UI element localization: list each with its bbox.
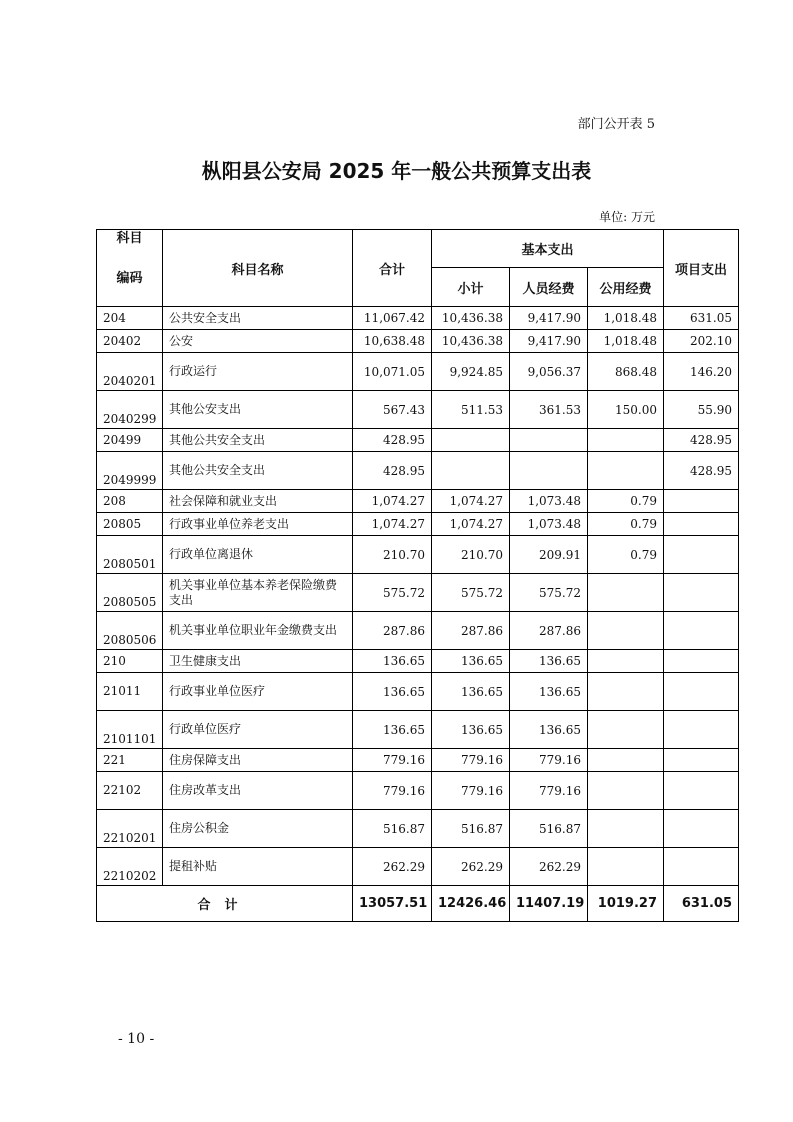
subtotal-header: 小计	[432, 268, 510, 307]
row-total: 136.65	[353, 673, 432, 711]
row-public: 1,018.48	[588, 330, 664, 353]
row-code: 204	[97, 307, 163, 330]
row-personnel	[510, 452, 588, 490]
table-row	[97, 612, 739, 650]
row-code: 208	[97, 490, 163, 513]
row-project: 428.95	[664, 452, 739, 490]
row-total: 1,074.27	[353, 513, 432, 536]
row-code: 2040299	[97, 391, 163, 429]
total-row	[97, 886, 739, 922]
page-title: 枞阳县公安局 2025 年一般公共预算支出表	[201, 159, 592, 183]
row-public: 1,018.48	[588, 307, 664, 330]
row-code: 210	[97, 650, 163, 673]
row-subtotal: 210.70	[432, 536, 510, 574]
row-personnel: 9,056.37	[510, 353, 588, 391]
row-public	[588, 429, 664, 452]
table-row	[97, 391, 739, 429]
row-subtotal: 262.29	[432, 848, 510, 886]
row-subtotal: 136.65	[432, 711, 510, 749]
code-header-top: 科目	[116, 231, 143, 246]
row-total: 567.43	[353, 391, 432, 429]
row-project	[664, 673, 739, 711]
budget-table	[96, 229, 739, 922]
row-subtotal	[432, 452, 510, 490]
row-code: 21011	[97, 673, 163, 711]
row-public: 868.48	[588, 353, 664, 391]
row-subtotal: 779.16	[432, 749, 510, 772]
row-project	[664, 749, 739, 772]
row-code: 2080501	[97, 536, 163, 574]
total-row-project: 631.05	[664, 886, 739, 922]
row-project	[664, 574, 739, 612]
row-total: 11,067.42	[353, 307, 432, 330]
row-name: 其他公安支出	[163, 391, 353, 429]
row-total: 10,071.05	[353, 353, 432, 391]
table-row	[97, 673, 739, 711]
row-personnel: 287.86	[510, 612, 588, 650]
total-row-public: 1019.27	[588, 886, 664, 922]
total-header: 合计	[353, 230, 432, 307]
row-code: 2080505	[97, 574, 163, 612]
row-code: 2210202	[97, 848, 163, 886]
row-total: 779.16	[353, 772, 432, 810]
row-public	[588, 673, 664, 711]
row-total: 516.87	[353, 810, 432, 848]
row-subtotal	[432, 429, 510, 452]
row-project	[664, 536, 739, 574]
table-row	[97, 452, 739, 490]
row-code: 2049999	[97, 452, 163, 490]
row-subtotal: 779.16	[432, 772, 510, 810]
table-row	[97, 650, 739, 673]
row-name: 住房公积金	[163, 810, 353, 848]
table-row	[97, 513, 739, 536]
row-project: 428.95	[664, 429, 739, 452]
basic-header: 基本支出	[432, 230, 664, 268]
row-total: 136.65	[353, 650, 432, 673]
row-name: 卫生健康支出	[163, 650, 353, 673]
row-public: 0.79	[588, 490, 664, 513]
row-project: 55.90	[664, 391, 739, 429]
row-name: 提租补贴	[163, 848, 353, 886]
row-name: 行政事业单位医疗	[163, 673, 353, 711]
row-public	[588, 848, 664, 886]
row-project	[664, 711, 739, 749]
row-personnel	[510, 429, 588, 452]
row-personnel: 9,417.90	[510, 330, 588, 353]
public-header: 公用经费	[588, 268, 664, 307]
code-header	[97, 230, 163, 307]
doc-label: 部门公开表 5	[577, 117, 655, 132]
name-header: 科目名称	[163, 230, 353, 307]
code-header-bottom: 编码	[116, 271, 143, 286]
row-total: 210.70	[353, 536, 432, 574]
row-name: 行政单位离退休	[163, 536, 353, 574]
row-project: 146.20	[664, 353, 739, 391]
row-subtotal: 1,074.27	[432, 490, 510, 513]
table-row	[97, 810, 739, 848]
row-name: 行政事业单位养老支出	[163, 513, 353, 536]
row-total: 428.95	[353, 429, 432, 452]
row-code: 20402	[97, 330, 163, 353]
row-personnel: 575.72	[510, 574, 588, 612]
row-personnel: 1,073.48	[510, 490, 588, 513]
row-name: 社会保障和就业支出	[163, 490, 353, 513]
row-public	[588, 452, 664, 490]
row-public: 0.79	[588, 536, 664, 574]
row-name: 行政单位医疗	[163, 711, 353, 749]
total-row-subtotal: 12426.46	[432, 886, 510, 922]
row-total: 287.86	[353, 612, 432, 650]
row-name: 机关事业单位基本养老保险缴费支出	[163, 574, 353, 612]
row-total: 779.16	[353, 749, 432, 772]
row-total: 136.65	[353, 711, 432, 749]
row-public	[588, 711, 664, 749]
table-row	[97, 772, 739, 810]
row-subtotal: 136.65	[432, 673, 510, 711]
row-name: 其他公共安全支出	[163, 452, 353, 490]
row-subtotal: 516.87	[432, 810, 510, 848]
table-row	[97, 307, 739, 330]
row-personnel: 779.16	[510, 749, 588, 772]
row-code: 20805	[97, 513, 163, 536]
personnel-header: 人员经费	[510, 268, 588, 307]
row-personnel: 209.91	[510, 536, 588, 574]
row-code: 221	[97, 749, 163, 772]
table-row	[97, 429, 739, 452]
row-personnel: 9,417.90	[510, 307, 588, 330]
total-row-personnel: 11407.19	[510, 886, 588, 922]
row-project	[664, 490, 739, 513]
row-public: 0.79	[588, 513, 664, 536]
table-row	[97, 749, 739, 772]
total-row-label: 合计	[97, 886, 353, 922]
row-project	[664, 650, 739, 673]
row-total: 10,638.48	[353, 330, 432, 353]
row-name: 公安	[163, 330, 353, 353]
unit-label: 单位: 万元	[599, 210, 655, 224]
row-name: 其他公共安全支出	[163, 429, 353, 452]
row-code: 2080506	[97, 612, 163, 650]
table-row	[97, 574, 739, 612]
row-personnel: 262.29	[510, 848, 588, 886]
row-public	[588, 574, 664, 612]
row-public	[588, 650, 664, 673]
row-subtotal: 511.53	[432, 391, 510, 429]
row-total: 262.29	[353, 848, 432, 886]
row-code: 20499	[97, 429, 163, 452]
row-code: 2210201	[97, 810, 163, 848]
row-subtotal: 10,436.38	[432, 330, 510, 353]
row-name: 机关事业单位职业年金缴费支出	[163, 612, 353, 650]
row-project	[664, 772, 739, 810]
row-project: 202.10	[664, 330, 739, 353]
row-personnel: 1,073.48	[510, 513, 588, 536]
table-row	[97, 536, 739, 574]
row-project	[664, 513, 739, 536]
row-project	[664, 612, 739, 650]
row-public	[588, 810, 664, 848]
row-personnel: 361.53	[510, 391, 588, 429]
row-name: 行政运行	[163, 353, 353, 391]
row-personnel: 136.65	[510, 711, 588, 749]
table-row	[97, 490, 739, 513]
row-public	[588, 749, 664, 772]
row-subtotal: 10,436.38	[432, 307, 510, 330]
row-name: 住房改革支出	[163, 772, 353, 810]
row-subtotal: 575.72	[432, 574, 510, 612]
page-number: - 10 -	[118, 1031, 155, 1047]
table-row	[97, 353, 739, 391]
row-code: 2040201	[97, 353, 163, 391]
row-name: 公共安全支出	[163, 307, 353, 330]
row-public	[588, 612, 664, 650]
row-public: 150.00	[588, 391, 664, 429]
row-personnel: 779.16	[510, 772, 588, 810]
row-code: 22102	[97, 772, 163, 810]
row-code: 2101101	[97, 711, 163, 749]
row-subtotal: 287.86	[432, 612, 510, 650]
row-subtotal: 1,074.27	[432, 513, 510, 536]
row-personnel: 516.87	[510, 810, 588, 848]
row-name: 住房保障支出	[163, 749, 353, 772]
row-public	[588, 772, 664, 810]
row-project: 631.05	[664, 307, 739, 330]
row-total: 1,074.27	[353, 490, 432, 513]
row-project	[664, 810, 739, 848]
row-personnel: 136.65	[510, 650, 588, 673]
row-subtotal: 9,924.85	[432, 353, 510, 391]
table-row	[97, 330, 739, 353]
project-header: 项目支出	[664, 230, 739, 307]
row-personnel: 136.65	[510, 673, 588, 711]
row-project	[664, 848, 739, 886]
row-total: 575.72	[353, 574, 432, 612]
row-total: 428.95	[353, 452, 432, 490]
row-subtotal: 136.65	[432, 650, 510, 673]
table-row	[97, 711, 739, 749]
total-row-total: 13057.51	[353, 886, 432, 922]
table-row	[97, 848, 739, 886]
